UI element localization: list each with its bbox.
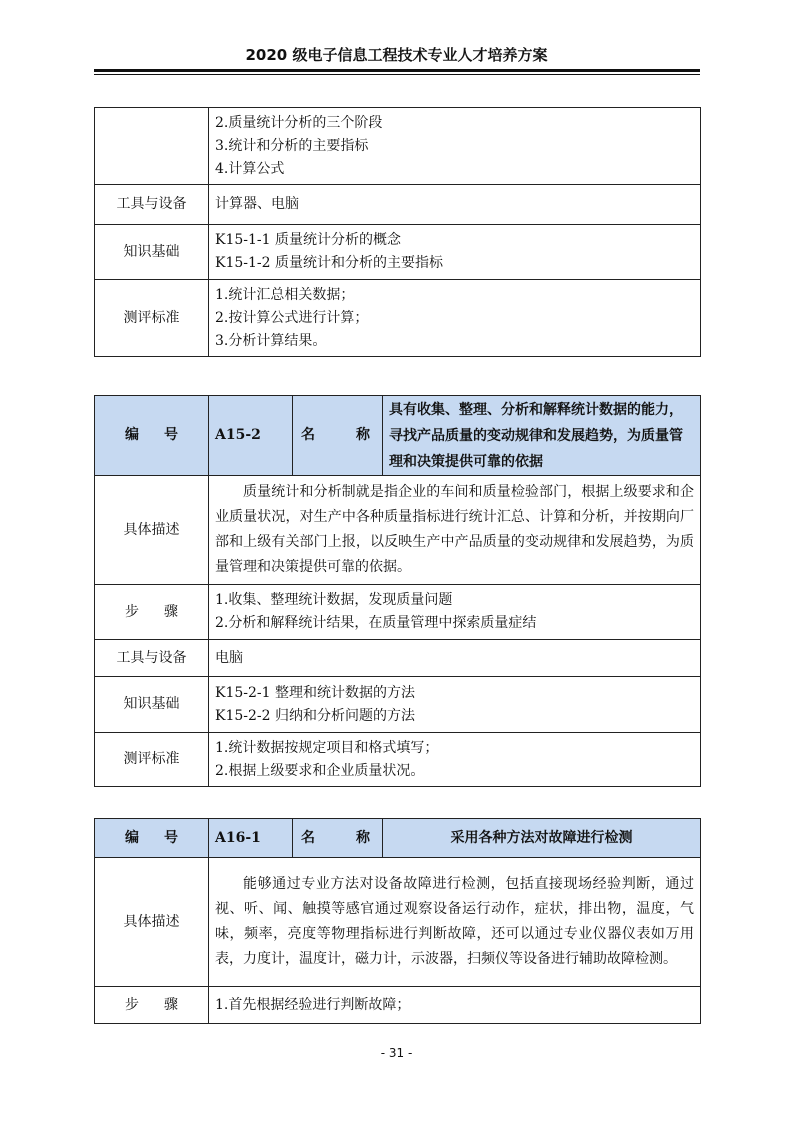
steps-value: 1.收集、整理统计数据，发现质量问题 2.分析和解释统计结果，在质量管理中探索质量症结 (209, 585, 701, 640)
competency-name: 具有收集、整理、分析和解释统计数据的能力，寻找产品质量的变动规律和发展趋势，为质量管理和决策提供可靠的依据 (383, 396, 701, 476)
knowledge-value: K15-1-1 质量统计分析的概念 K15-1-2 质量统计和分析的主要指标 (209, 225, 701, 280)
eval-value: 1.统计汇总相关数据； 2.按计算公式进行计算； 3.分析计算结果。 (209, 280, 701, 357)
blank-label-cell (95, 108, 209, 185)
table-a15-1-continued (94, 107, 701, 357)
page-number: - 31 - (380, 1046, 413, 1060)
steps-label: 步 骤 (95, 585, 209, 640)
table-a15-2 (94, 395, 701, 787)
tools-value: 计算器、电脑 (209, 185, 701, 225)
page-header-title: 2020 级电子信息工程技术专业人才培养方案 (245, 46, 548, 64)
eval-label: 测评标准 (95, 733, 209, 787)
code-label: 编 号 (95, 819, 209, 858)
description-text: 质量统计和分析制就是指企业的车间和质量检验部门，根据上级要求和企业质量状况，对生产中各种质量指标进行统计汇总、计算和分析，并按期向厂部和上级有关部门上报，以反映生产中产品质量的变动规律和发展趋势，为质量管理和决策提供可靠的依据。 (209, 476, 701, 585)
code-value: A15-2 (209, 396, 293, 476)
steps-value: 1.首先根据经验进行判断故障； (209, 987, 701, 1024)
description-text: 能够通过专业方法对设备故障进行检测，包括直接现场经验判断，通过视、听、闻、触摸等感官通过观察设备运行动作，症状，排出物，温度，气味，频率，亮度等物理指标进行判断故障，还可以通过专业仪器仪表如万用表，力度计，温度计，磁力计，示波器，扫频仪等设备进行辅助故障检测。 (209, 858, 701, 987)
name-label: 名 称 (293, 819, 383, 858)
knowledge-label: 知识基础 (95, 677, 209, 733)
code-label: 编 号 (95, 396, 209, 476)
code-value: A16-1 (209, 819, 293, 858)
description-label: 具体描述 (95, 476, 209, 585)
eval-value: 1.统计数据按规定项目和格式填写； 2.根据上级要求和企业质量状况。 (209, 733, 701, 787)
content-lines-cell: 2.质量统计分析的三个阶段 3.统计和分析的主要指标 4.计算公式 (209, 108, 701, 185)
tools-value: 电脑 (209, 640, 701, 677)
competency-name: 采用各种方法对故障进行检测 (383, 819, 701, 858)
header-rule-thin (94, 74, 700, 75)
knowledge-value: K15-2-1 整理和统计数据的方法 K15-2-2 归纳和分析问题的方法 (209, 677, 701, 733)
knowledge-label: 知识基础 (95, 225, 209, 280)
steps-label: 步 骤 (95, 987, 209, 1024)
tools-label: 工具与设备 (95, 640, 209, 677)
header-rule-thick (94, 69, 700, 72)
name-label: 名 称 (293, 396, 383, 476)
description-label: 具体描述 (95, 858, 209, 987)
tools-label: 工具与设备 (95, 185, 209, 225)
eval-label: 测评标准 (95, 280, 209, 357)
table-a16-1 (94, 818, 701, 1024)
